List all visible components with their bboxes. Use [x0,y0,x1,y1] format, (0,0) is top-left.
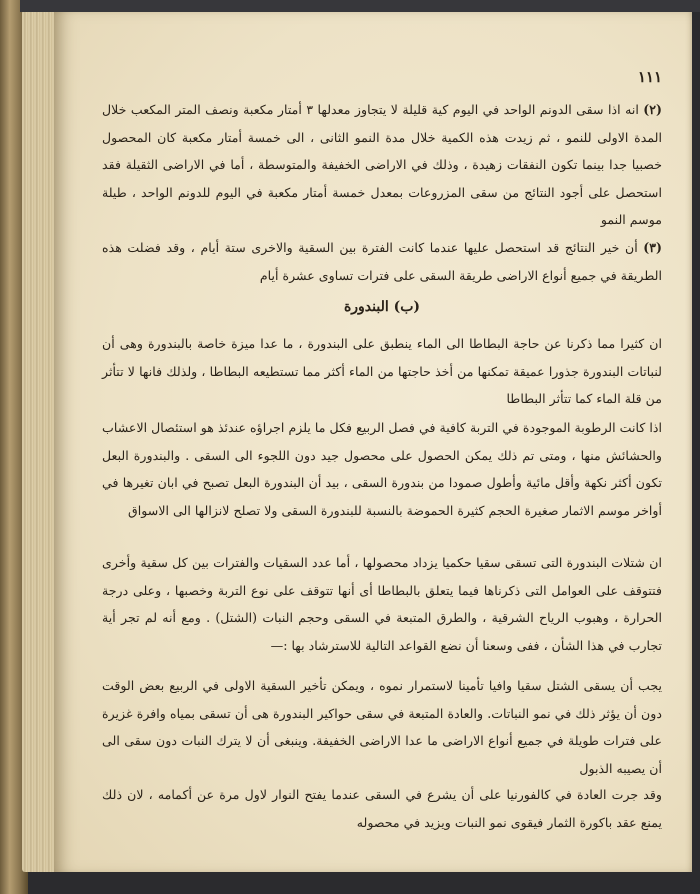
paragraph-rules: يجب أن يسقى الشتل سقيا وافيا تأمينا لاستمرار نموه ، ويمكن تأخير السقية الاولى في الربيع بعض الوقت دون أن يؤثر ذلك في نمو النباتات. والعادة المتبعة في سقى حواكير البندورة هى أن تسقى بمياه وافرة غزيرة على فترات طويلة في جميع أنواع الاراضى ما عدا الاراضى الخفيفة. وينبغى أن لا يترك النبات دون سقى الى أن يصيبه الذبول [102,678,662,776]
paragraph-2 [102,96,662,234]
paragraph-california: وقد جرت العادة في كالفورنيا على أن يشرع في السقى عندما يفتح النوار لاول مرة عن أكمامه ، لان ذلك يمنع عقد باكورة الثمار فيقوى نمو النبات ويزيد في محصوله [102,787,662,830]
paragraph-text: أن خير النتائج قد استحصل عليها عندما كانت الفترة بين السقية والاخرى ستة أيام ، وقد فضلت هذه الطريقة في جميع أنواع الاراضى طريقة السقى على فترات تساوى عشرة أيام [102,240,662,283]
book-page [54,12,692,872]
paragraph-3 [102,234,662,289]
paragraph-number: (٢) [643,102,662,117]
page-number: ١١١ [637,68,662,86]
page-text-block [102,12,662,872]
book-cover-edge [20,0,700,12]
paragraph-text: انه اذا سقى الدونم الواحد في اليوم كية قليلة لا يتجاوز معدلها ٣ أمتار مكعبة ونصف المتر المكعب خلال المدة الاولى للنمو ، ثم زيدت هذه الكمية خلال مدة النمو الثانى ، الى خمسة أمتار مكعبة كان المحصول خصبيا جدا بينما تكون النفقات زهيدة ، وذلك في الاراضى الخفيفة والمتوسطة ، أما في الاراضى الثقيلة فقد استحصل على أجود النتائج من سقى المزروعات بمعدل خمسة أمتار مكعبة في اليوم للدونم الواحد ، طيلة موسم النمو [102,102,662,227]
paragraph-number: (٣) [643,240,662,255]
paragraph-irrigated-seedlings: ان شتلات البندورة التى تسقى سقيا حكميا يزداد محصولها ، أما عدد السقيات والفترات بين كل سقية وأخرى فتتوقف على العوامل التى ذكرناها فيما يتعلق بالبطاطا أى أنها تتوقف على نوع التربة وخصبها ، وعلى درجة الحرارة ، وهبوب الرياح الشرقية ، والطرق المتبعة في السقى وحجم النبات (الشتل) . ومع أنه لم تجر أية تجارب في هذا الشأن ، ففى وسعنا أن نضع القواعد التالية للاسترشاد بها :— [102,555,662,653]
paragraph-intro: ان كثيرا مما ذكرنا عن حاجة البطاطا الى الماء ينطبق على البندورة ، ما عدا ميزة خاصة بالبندورة وهى أن لنباتات البندورة جذورا عميقة تمكنها من أخذ حاجتها من الماء أكثر مما تستطيعه البطاطا ، ولذلك فانها لا تتأثر من قلة الماء كما تتأثر البطاطا [102,336,662,406]
section-heading: (ب) البندورة [343,299,421,315]
paragraph-moisture: اذا كانت الرطوبة الموجودة في التربة كافية في فصل الربيع فكل ما يلزم اجراؤه عندئذ هو استئصال الاعشاب والحشائش منها ، ومتى تم ذلك يمكن الحصول على محصول جيد دون اللجوء الى السقى . والبندورة البعل تكون أكثر نكهة وأقل مائية وأطول صمودا من بندورة السقى ، بيد أن البندورة البعل تصبح في ابان تغيرها في أواخر موسم الاثمار صغيرة الحجم كثيرة الحموضة بالنسبة للبندورة السقى ولا تصلح لانزالها الى الاسواق [102,420,662,518]
